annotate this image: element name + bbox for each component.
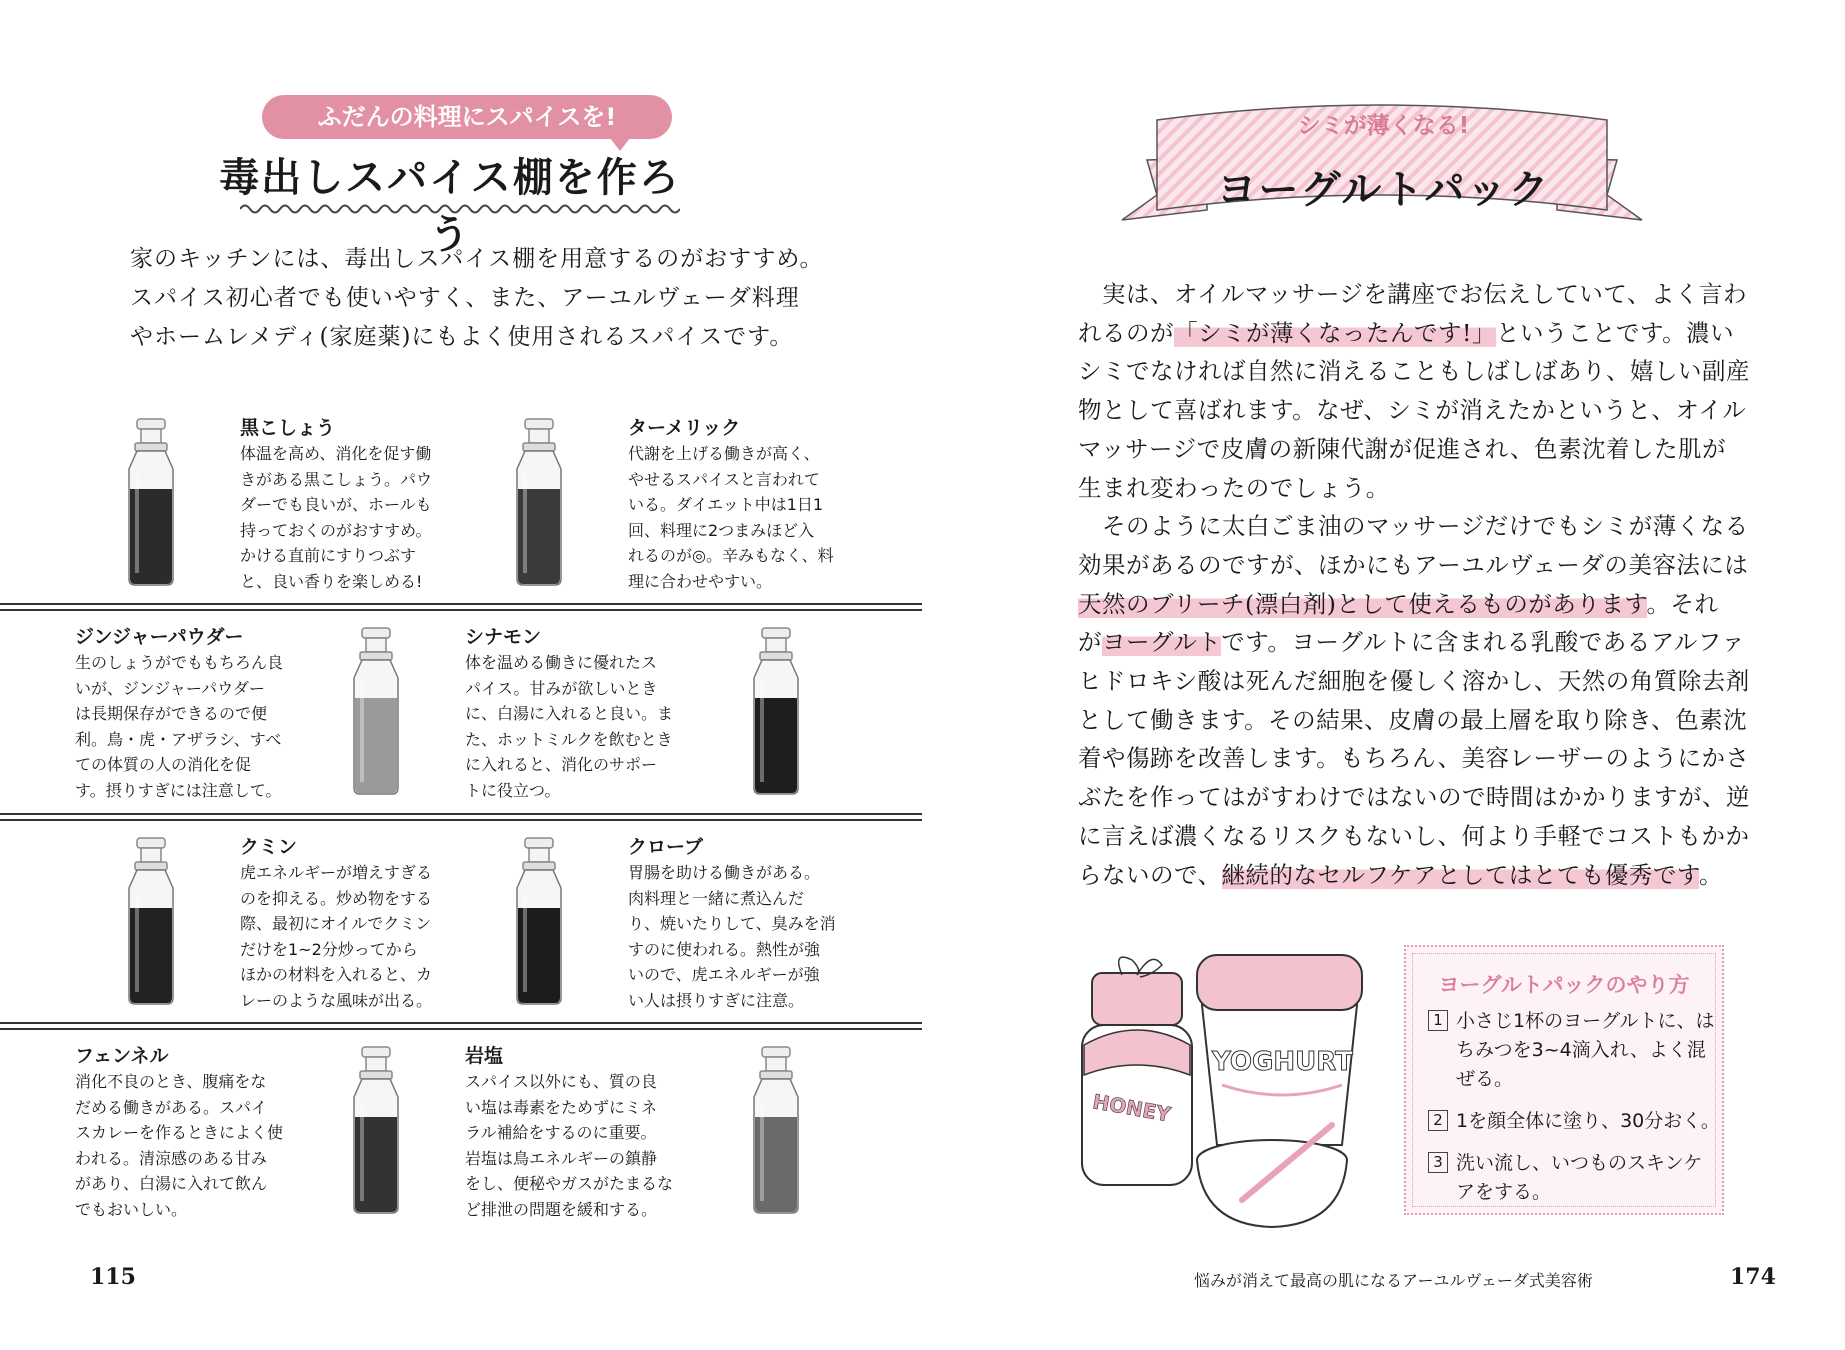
- yoghurt-tub-icon: [1197, 955, 1362, 1145]
- spice-card-ginger: [75, 622, 445, 807]
- page-title: ヨーグルトパック: [1216, 166, 1551, 213]
- spice-jar-icon: [115, 417, 187, 587]
- spice-description: 代謝を上げる働きが高く、 やせるスパイスと言われて いる。ダイエット中は1日1 回、料理に2つまみほど入 れるのが◎。辛みもなく、料 理に合わせやすい。: [628, 444, 834, 591]
- spice-card-rock-salt: [465, 1041, 835, 1226]
- spice-card-turmeric: [503, 413, 873, 598]
- spice-jar-icon: [115, 836, 187, 1006]
- svg-text:HONEY: HONEY: [1090, 1089, 1173, 1127]
- spice-name: フェンネル: [75, 1045, 169, 1067]
- section-divider: [0, 813, 922, 821]
- spice-card-cinnamon: [465, 622, 835, 807]
- yogurt-honey-illustration: [1072, 945, 1392, 1235]
- spice-name: 岩塩: [465, 1045, 504, 1067]
- intro-line: スパイス初心者でも使いやすく、また、アーユルヴェーダ料理: [130, 285, 800, 311]
- left-page: [0, 0, 922, 1350]
- book-title-footer: 悩みが消えて最高の肌になるアーユルヴェーダ式美容術: [1194, 1271, 1593, 1290]
- spice-name: クミン: [240, 836, 298, 858]
- article-body: 実は、オイルマッサージを講座でお伝えしていて、よく言わ れるのが「シミが薄くなったんです!」ということです。濃い シミでなければ自然に消えることもしばしばあり、嬉しい副産 物として喜ばれます。なぜ、シミが消えたかというと、オイル マッサージで皮膚の新陳代謝が促進され、色素沈着した肌が 生まれ変わったのでしょう。 そのように太白ごま油のマッサージだけでもシミが薄くなる 効果があるのですが、ほかにもアーユルヴェーダの美容法には 天然のブリーチ(漂白剤)として使えるものがあります。それ がヨーグルトです。ヨーグルトに含まれる乳酸であるアルファ ヒドロキシ酸は死んだ細胞を優しく溶かし、天然の角質除去剤 として働きます。その結果、皮膚の最上層を取り除き、色素沈 着や傷跡を改善します。もちろん、美容レーザーのようにかさ ぶたを作ってはがすわけではないので時間はかかりますが、逆 に言えば濃くなるリスクもないし、何より手軽でコストもかか らないので、継続的なセルフケアとしてはとても優秀です。: [1078, 280, 1750, 889]
- spice-description: スパイス以外にも、質の良 い塩は毒素をためずにミネ ラル補給をするのに重要。 岩塩は鳥エネルギーの鎮静 をし、便秘やガスがたまるな ど排泄の問題を緩和する。: [465, 1072, 674, 1219]
- section-tag: ふだんの料理にスパイスを!: [262, 95, 672, 139]
- section-divider: [0, 1022, 922, 1030]
- howto-box: [1404, 945, 1724, 1215]
- page-number: 174: [1730, 1264, 1776, 1290]
- spice-card-cumin: [115, 832, 485, 1017]
- spice-description: 消化不良のとき、腹痛をな だめる働きがある。スパイ スカレーを作るときによく使 われる。清涼感のある甘み があり、白湯に入れて飲ん でもおいしい。: [75, 1072, 284, 1219]
- spice-card-fennel: [75, 1041, 445, 1226]
- spice-description: 生のしょうがでももちろん良 いが、ジンジャーパウダー は長期保存ができるので便 利。鳥・虎・アザラシ、すべ ての体質の人の消化を促 す。摂りすぎには注意して。: [75, 653, 284, 800]
- right-page: [922, 0, 1845, 1350]
- ribbon-subtitle: シミが薄くなる!: [1297, 113, 1470, 139]
- spice-description: 体を温める働きに優れたス パイス。甘みが欲しいとき に、白湯に入れると良い。ま た、ホットミルクを飲むとき に入れると、消化のサポー トに役立つ。: [465, 653, 674, 800]
- spice-jar-icon: [340, 1045, 412, 1215]
- spice-description: 胃腸を助ける働きがある。 肉料理と一緒に煮込んだ り、焼いたりして、臭みを消 すのに使われる。熱性が強 いので、虎エネルギーが強 い人は摂りすぎに注意。: [628, 863, 836, 1010]
- intro-line: やホームレメディ(家庭薬)にもよく使用されるスパイスです。: [130, 324, 794, 350]
- page-title: 毒出しスパイス棚を作ろう: [219, 154, 681, 258]
- svg-text:YOGHURT: YOGHURT: [1212, 1047, 1353, 1077]
- intro-line: 家のキッチンには、毒出しスパイス棚を用意するのがおすすめ。: [130, 246, 824, 272]
- spice-card-clove: [503, 832, 873, 1017]
- howto-title: ヨーグルトパックのやり方: [1438, 973, 1690, 997]
- spice-name: ターメリック: [628, 417, 741, 439]
- wavy-underline: [240, 202, 680, 216]
- spice-jar-icon: [503, 417, 575, 587]
- section-divider: [0, 603, 922, 611]
- spice-name: 黒こしょう: [240, 417, 336, 439]
- spice-jar-icon: [740, 1045, 812, 1215]
- spice-jar-icon: [503, 836, 575, 1006]
- spice-name: ジンジャーパウダー: [75, 626, 244, 648]
- spice-name: シナモン: [465, 626, 542, 648]
- spice-jar-icon: [340, 626, 412, 796]
- honey-jar-icon: [1082, 957, 1192, 1185]
- spice-card-black-pepper: [115, 413, 485, 598]
- howto-step: 2 1を顔全体に塗り、30分おく。: [1428, 1107, 1720, 1136]
- spice-jar-icon: [740, 626, 812, 796]
- spice-description: 虎エネルギーが増えすぎる のを抑える。炒め物をする 際、最初にオイルでクミン だけを1~2分炒ってから ほかの材料を入れると、カ レーのような風味が出る。: [240, 863, 433, 1010]
- howto-step: 1 小さじ1杯のヨーグルトに、は ちみつを3~4滴入れ、よく混 ぜる。: [1428, 1007, 1715, 1094]
- intro-text: [130, 240, 824, 357]
- spice-description: 体温を高め、消化を促す働 きがある黒こしょう。パウ ダーでも良いが、ホールも 持っておくのがおすすめ。 かける直前にすりつぶす と、良い香りを楽しめる!: [240, 444, 433, 591]
- page-number: 115: [90, 1264, 136, 1290]
- howto-step: 3 洗い流し、いつものスキンケ アをする。: [1428, 1149, 1702, 1207]
- spice-name: クローブ: [628, 836, 704, 858]
